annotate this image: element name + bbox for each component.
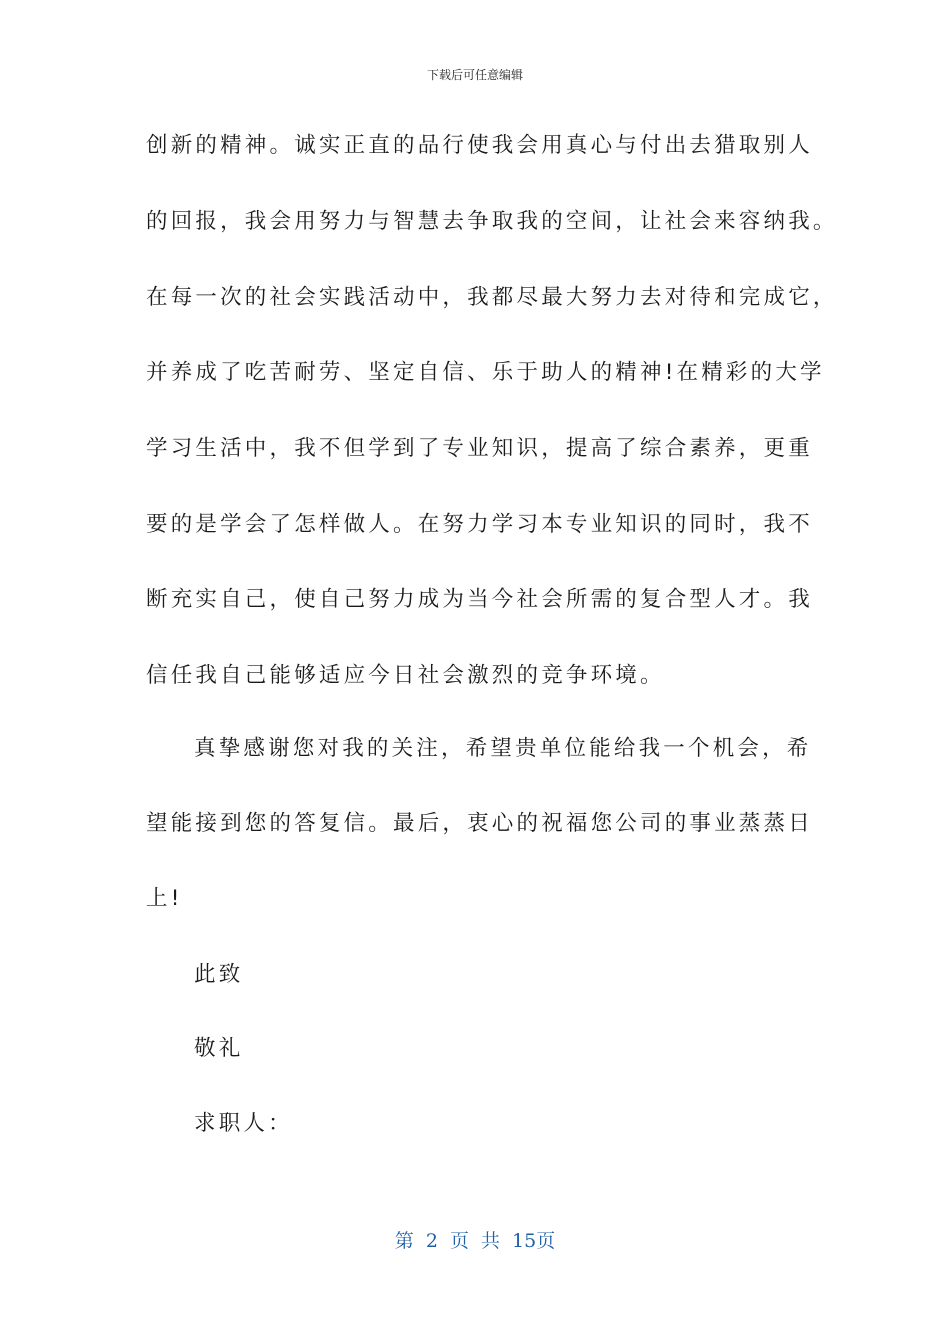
applicant-signature-label: 求职人： [194,1111,293,1136]
page-header: 下载后可任意编辑 [426,68,523,82]
paragraph-line: 创新的精神。诚实正直的品行使我会用真心与付出去猎取别人 [146,133,813,158]
paragraph-line: 的回报，我会用努力与智慧去争取我的空间，让社会来容纳我。 [146,209,838,234]
paragraph-line: 在每一次的社会实践活动中，我都尽最大努力去对待和完成它， [146,285,838,310]
paragraph-line: 上! [146,886,183,911]
paragraph-line: 断充实自己，使自己努力成为当今社会所需的复合型人才。我 [146,587,813,612]
paragraph-line: 并养成了吃苦耐劳、坚定自信、乐于助人的精神!在精彩的大学 [146,360,825,385]
paragraph-line: 望能接到您的答复信。最后，衷心的祝福您公司的事业蒸蒸日 [146,811,813,836]
page-number: 第 2 页 共 15页 [394,1230,556,1252]
closing-salutation: 此致 [194,962,244,987]
paragraph-line: 信任我自己能够适应今日社会激烈的竞争环境。 [146,663,665,688]
paragraph-line: 学习生活中，我不但学到了专业知识，提高了综合素养，更重 [146,436,813,461]
paragraph-line: 要的是学会了怎样做人。在努力学习本专业知识的同时，我不 [146,512,813,537]
paragraph-line: 真挚感谢您对我的关注，希望贵单位能给我一个机会，希 [194,736,812,761]
closing-regards: 敬礼 [194,1036,244,1061]
